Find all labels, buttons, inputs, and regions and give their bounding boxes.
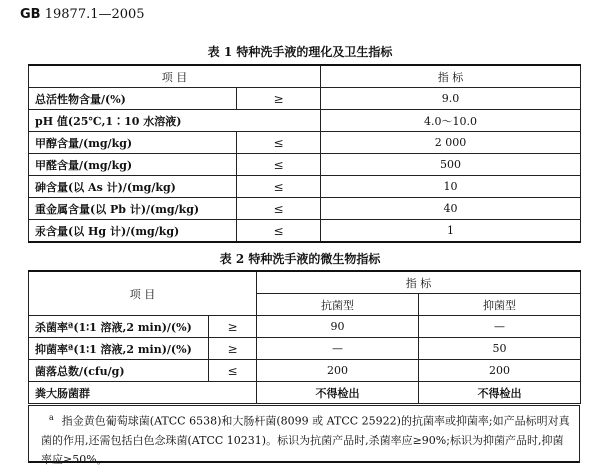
row-item: 重金属含量(以 Pb 计)/(mg/kg) xyxy=(29,198,237,220)
row-item: 甲醛含量/(mg/kg) xyxy=(29,154,237,176)
document-header xyxy=(20,7,145,22)
row-value: 2 000 xyxy=(321,132,581,154)
row-operator: ≥ xyxy=(209,316,257,338)
table-row xyxy=(29,176,581,198)
table-row xyxy=(29,88,581,110)
row-value-antibacterial: 90 xyxy=(257,316,419,338)
row-value: 9.0 xyxy=(321,88,581,110)
row-operator: ≥ xyxy=(209,338,257,360)
row-value-antibacterial: 200 xyxy=(257,360,419,382)
row-value-bacteriostatic: 50 xyxy=(419,338,581,360)
row-value: 10 xyxy=(321,176,581,198)
table-row xyxy=(29,360,581,382)
row-value-antibacterial: 不得检出 xyxy=(257,382,419,404)
row-operator: ≤ xyxy=(237,132,321,154)
table-row xyxy=(29,382,581,404)
row-value: 4.0～10.0 xyxy=(321,110,581,132)
table1-title: 表 1 特种洗手液的理化及卫生指标 xyxy=(207,45,393,59)
table2-title: 表 2 特种洗手液的微生物指标 xyxy=(219,252,381,266)
table1 xyxy=(28,64,581,243)
row-item: 汞含量(以 Hg 计)/(mg/kg) xyxy=(29,220,237,243)
row-value: 500 xyxy=(321,154,581,176)
row-item: 菌落总数/(cfu/g) xyxy=(29,360,209,382)
row-operator: ≤ xyxy=(209,360,257,382)
table-row xyxy=(29,198,581,220)
table-row xyxy=(29,220,581,243)
row-operator: ≤ xyxy=(237,154,321,176)
row-operator: ≤ xyxy=(237,176,321,198)
row-value: 40 xyxy=(321,198,581,220)
row-value-bacteriostatic: — xyxy=(419,316,581,338)
footnote-mark: a xyxy=(49,413,54,422)
row-value-antibacterial: — xyxy=(257,338,419,360)
table2-col-item: 项 目 xyxy=(29,271,257,316)
row-operator: ≥ xyxy=(237,88,321,110)
standard-code: 19877.1—2005 xyxy=(44,7,145,22)
table-row xyxy=(29,154,581,176)
table1-col-value: 指 标 xyxy=(321,65,581,88)
table-row xyxy=(29,132,581,154)
row-value-bacteriostatic: 200 xyxy=(419,360,581,382)
table-row xyxy=(29,316,581,338)
row-value-bacteriostatic: 不得检出 xyxy=(419,382,581,404)
row-operator: ≤ xyxy=(237,220,321,243)
table1-col-item: 项 目 xyxy=(29,65,321,88)
row-item: 抑菌率ª(1∶1 溶液,2 min)/(%) xyxy=(29,338,209,360)
table2-sub-bacteriostatic: 抑菌型 xyxy=(419,294,581,316)
table2-col-value: 指 标 xyxy=(257,271,581,294)
row-item: 总活性物含量/(%) xyxy=(29,88,237,110)
table2-sub-antibacterial: 抗菌型 xyxy=(257,294,419,316)
row-item: 甲醇含量/(mg/kg) xyxy=(29,132,237,154)
row-item: pH 值(25℃,1∶10 水溶液) xyxy=(29,110,321,132)
table2 xyxy=(28,270,581,404)
table2-header-row xyxy=(29,271,581,294)
row-item: 砷含量(以 As 计)/(mg/kg) xyxy=(29,176,237,198)
row-item: 杀菌率ª(1∶1 溶液,2 min)/(%) xyxy=(29,316,209,338)
row-value: 1 xyxy=(321,220,581,243)
table-row xyxy=(29,110,581,132)
table1-header-row xyxy=(29,65,581,88)
table-row xyxy=(29,338,581,360)
row-item: 粪大肠菌群 xyxy=(29,382,257,404)
table2-footnote xyxy=(28,405,580,466)
row-operator: ≤ xyxy=(237,198,321,220)
footnote-text: 指金黄色葡萄球菌(ATCC 6538)和大肠杆菌(8099 或 ATCC 25922)的抗菌率或抑菌率;如产品标明对真菌的作用,还需包括白色念珠菌(ATCC 10231)。标识为抗菌产品时,杀菌率应≥90%;标识为抑菌产品时,抑菌率应≥50%。 xyxy=(41,414,570,466)
standard-prefix: GB xyxy=(20,7,41,22)
